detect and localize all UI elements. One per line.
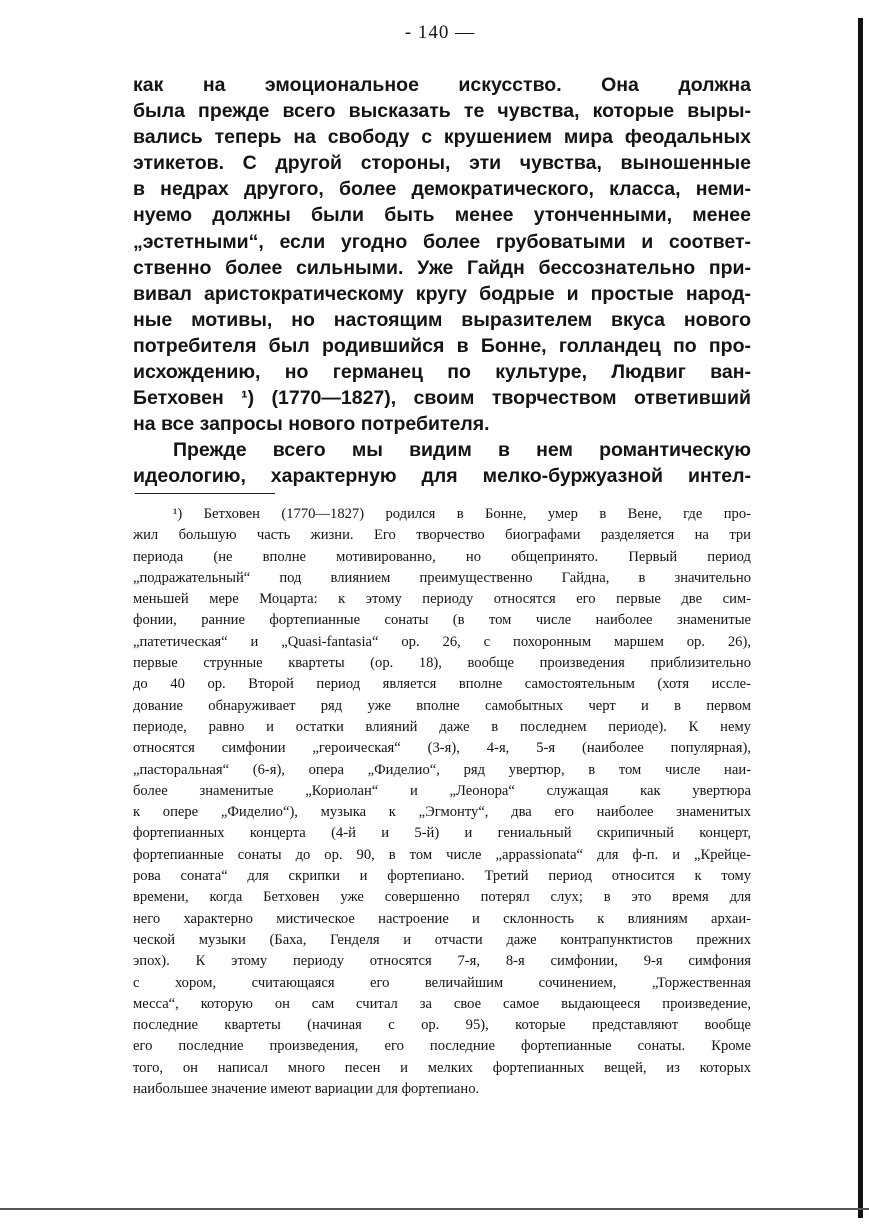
footnote-line: к опере „Фиделио“), музыка к „Эгмонту“, два его наиболее знаменитых: [133, 804, 751, 821]
text-line: идеологию, характерную для мелко-буржуазной интел-: [133, 465, 751, 488]
footnote-line: эпох). К этому периоду относятся 7-я, 8-я симфонии, 9-я симфония: [133, 953, 751, 970]
text-line: потребителя был родившийся в Бонне, голландец по про-: [133, 334, 751, 357]
text-line: Прежде всего мы видим в нем романтическую: [173, 439, 751, 462]
text-line: вивал аристократическому кругу бодрые и простые народ-: [133, 282, 751, 305]
scan-edge-shadow: [858, 18, 863, 1218]
footnote-line: до 40 op. Второй период является вполне самостоятельным (хотя иссле-: [133, 676, 751, 693]
footnote-line: наибольшее значение имеют вариации для фортепиано.: [133, 1081, 480, 1098]
footnote-line: месса“, которую он сам считал за свое самое выдающееся произведение,: [133, 995, 751, 1012]
footnote-line: его последние произведения, его последние фортепианные сонаты. Кроме: [133, 1038, 751, 1055]
page-number: - 140 —: [404, 22, 476, 43]
footnote-line: ¹) Бетховен (1770—1827) родился в Бонне, умер в Вене, где про-: [173, 506, 751, 522]
footnote-line: меньшей мере Моцарта: к этому периоду относятся его первые две сим-: [133, 591, 751, 608]
text-line: ственно более сильными. Уже Гайдн бессознательно при-: [133, 256, 751, 279]
footnote-line: „патетическая“ и „Quasi-fantasia“ op. 26, с похоронным маршем op. 26),: [133, 633, 751, 650]
text-line: на все запросы нового потребителя.: [133, 413, 490, 436]
footnote-line: него характерно мистическое настроение и склонность к влияниям архаи-: [133, 910, 751, 927]
footnote-line: с хором, считающаяся его величайшим сочинением, „Торжественная: [133, 974, 751, 991]
footnote-line: „пасторальная“ (6-я), опера „Фиделио“, ряд увертюр, в том числе наи-: [133, 761, 751, 778]
footnote-line: жил большую часть жизни. Его творчество биографами разделяется на три: [133, 527, 751, 544]
footnote-line: фортепианные сонаты до op. 90, в том числе „appassionata“ для ф-п. и „Крейце-: [133, 846, 751, 863]
footnote-line: ческой музыки (Баха, Генделя и отчасти даже контрапунктистов прежних: [133, 931, 751, 948]
main-text: [133, 72, 751, 490]
footnote-line: того, он написал много песен и мелких фортепианных вещей, из которых: [133, 1059, 751, 1076]
text-line: исхождению, но германец по культуре, Людвиг ван-: [133, 361, 751, 384]
footnote-line: более знаменитые „Кориолан“ и „Леонора“ служащая как увертюра: [133, 782, 751, 799]
footnote-line: фонии, ранние фортепианные сонаты (в том числе наиболее знаменитые: [133, 612, 751, 629]
text-line: в недрах другого, более демократического, класса, неми-: [133, 178, 751, 201]
scan-bottom-edge: [0, 1208, 869, 1210]
text-line: как на эмоциональное искусство. Она должна: [133, 74, 751, 96]
footnote-line: периоде, равно и остатки влияний даже в последнем периоде). К нему: [133, 718, 751, 735]
footnote-line: последние квартеты (начиная с op. 95), которые представляют вообще: [133, 1017, 751, 1034]
text-line: была прежде всего высказать те чувства, которые выры-: [133, 100, 751, 123]
text-line: нуемо должны были быть менее утонченными, менее: [133, 204, 751, 227]
footnote-line: рова соната“ для скрипки и фортепиано. Третий период относится к тому: [133, 868, 751, 885]
footnote-line: фортепианных концерта (4-й и 5-й) и гениальный скрипичный концерт,: [133, 825, 751, 842]
text-line: вались теперь на свободу с крушением мира феодальных: [133, 126, 751, 149]
footnote-divider: [135, 493, 275, 494]
footnote: [133, 504, 751, 1100]
footnote-line: относятся симфонии „героическая“ (3-я), 4-я, 5-я (наиболее популярная),: [133, 740, 751, 757]
text-line: Бетховен ¹) (1770—1827), своим творчеством ответивший: [133, 387, 751, 410]
footnote-line: дование обнаруживает ряд уже вполне самобытных черт и в первом: [133, 697, 751, 714]
footnote-line: первые струнные квартеты (op. 18), вообще произведения приблизительно: [133, 655, 751, 672]
footnote-line: „подражательный“ под влиянием преимущественно Гайдна, в значительно: [133, 569, 751, 586]
text-line: „эстетными“, если угодно более грубоватыми и соответ-: [133, 230, 751, 253]
text-line: этикетов. С другой стороны, эти чувства, выношенные: [133, 152, 751, 175]
text-line: ные мотивы, но настоящим выразителем вкуса нового: [133, 308, 751, 331]
footnote-line: периода (не вполне мотивированно, но общепринято. Первый период: [133, 548, 751, 565]
footnote-line: времени, когда Бетховен уже совершенно потерял слух; в это время для: [133, 889, 751, 906]
